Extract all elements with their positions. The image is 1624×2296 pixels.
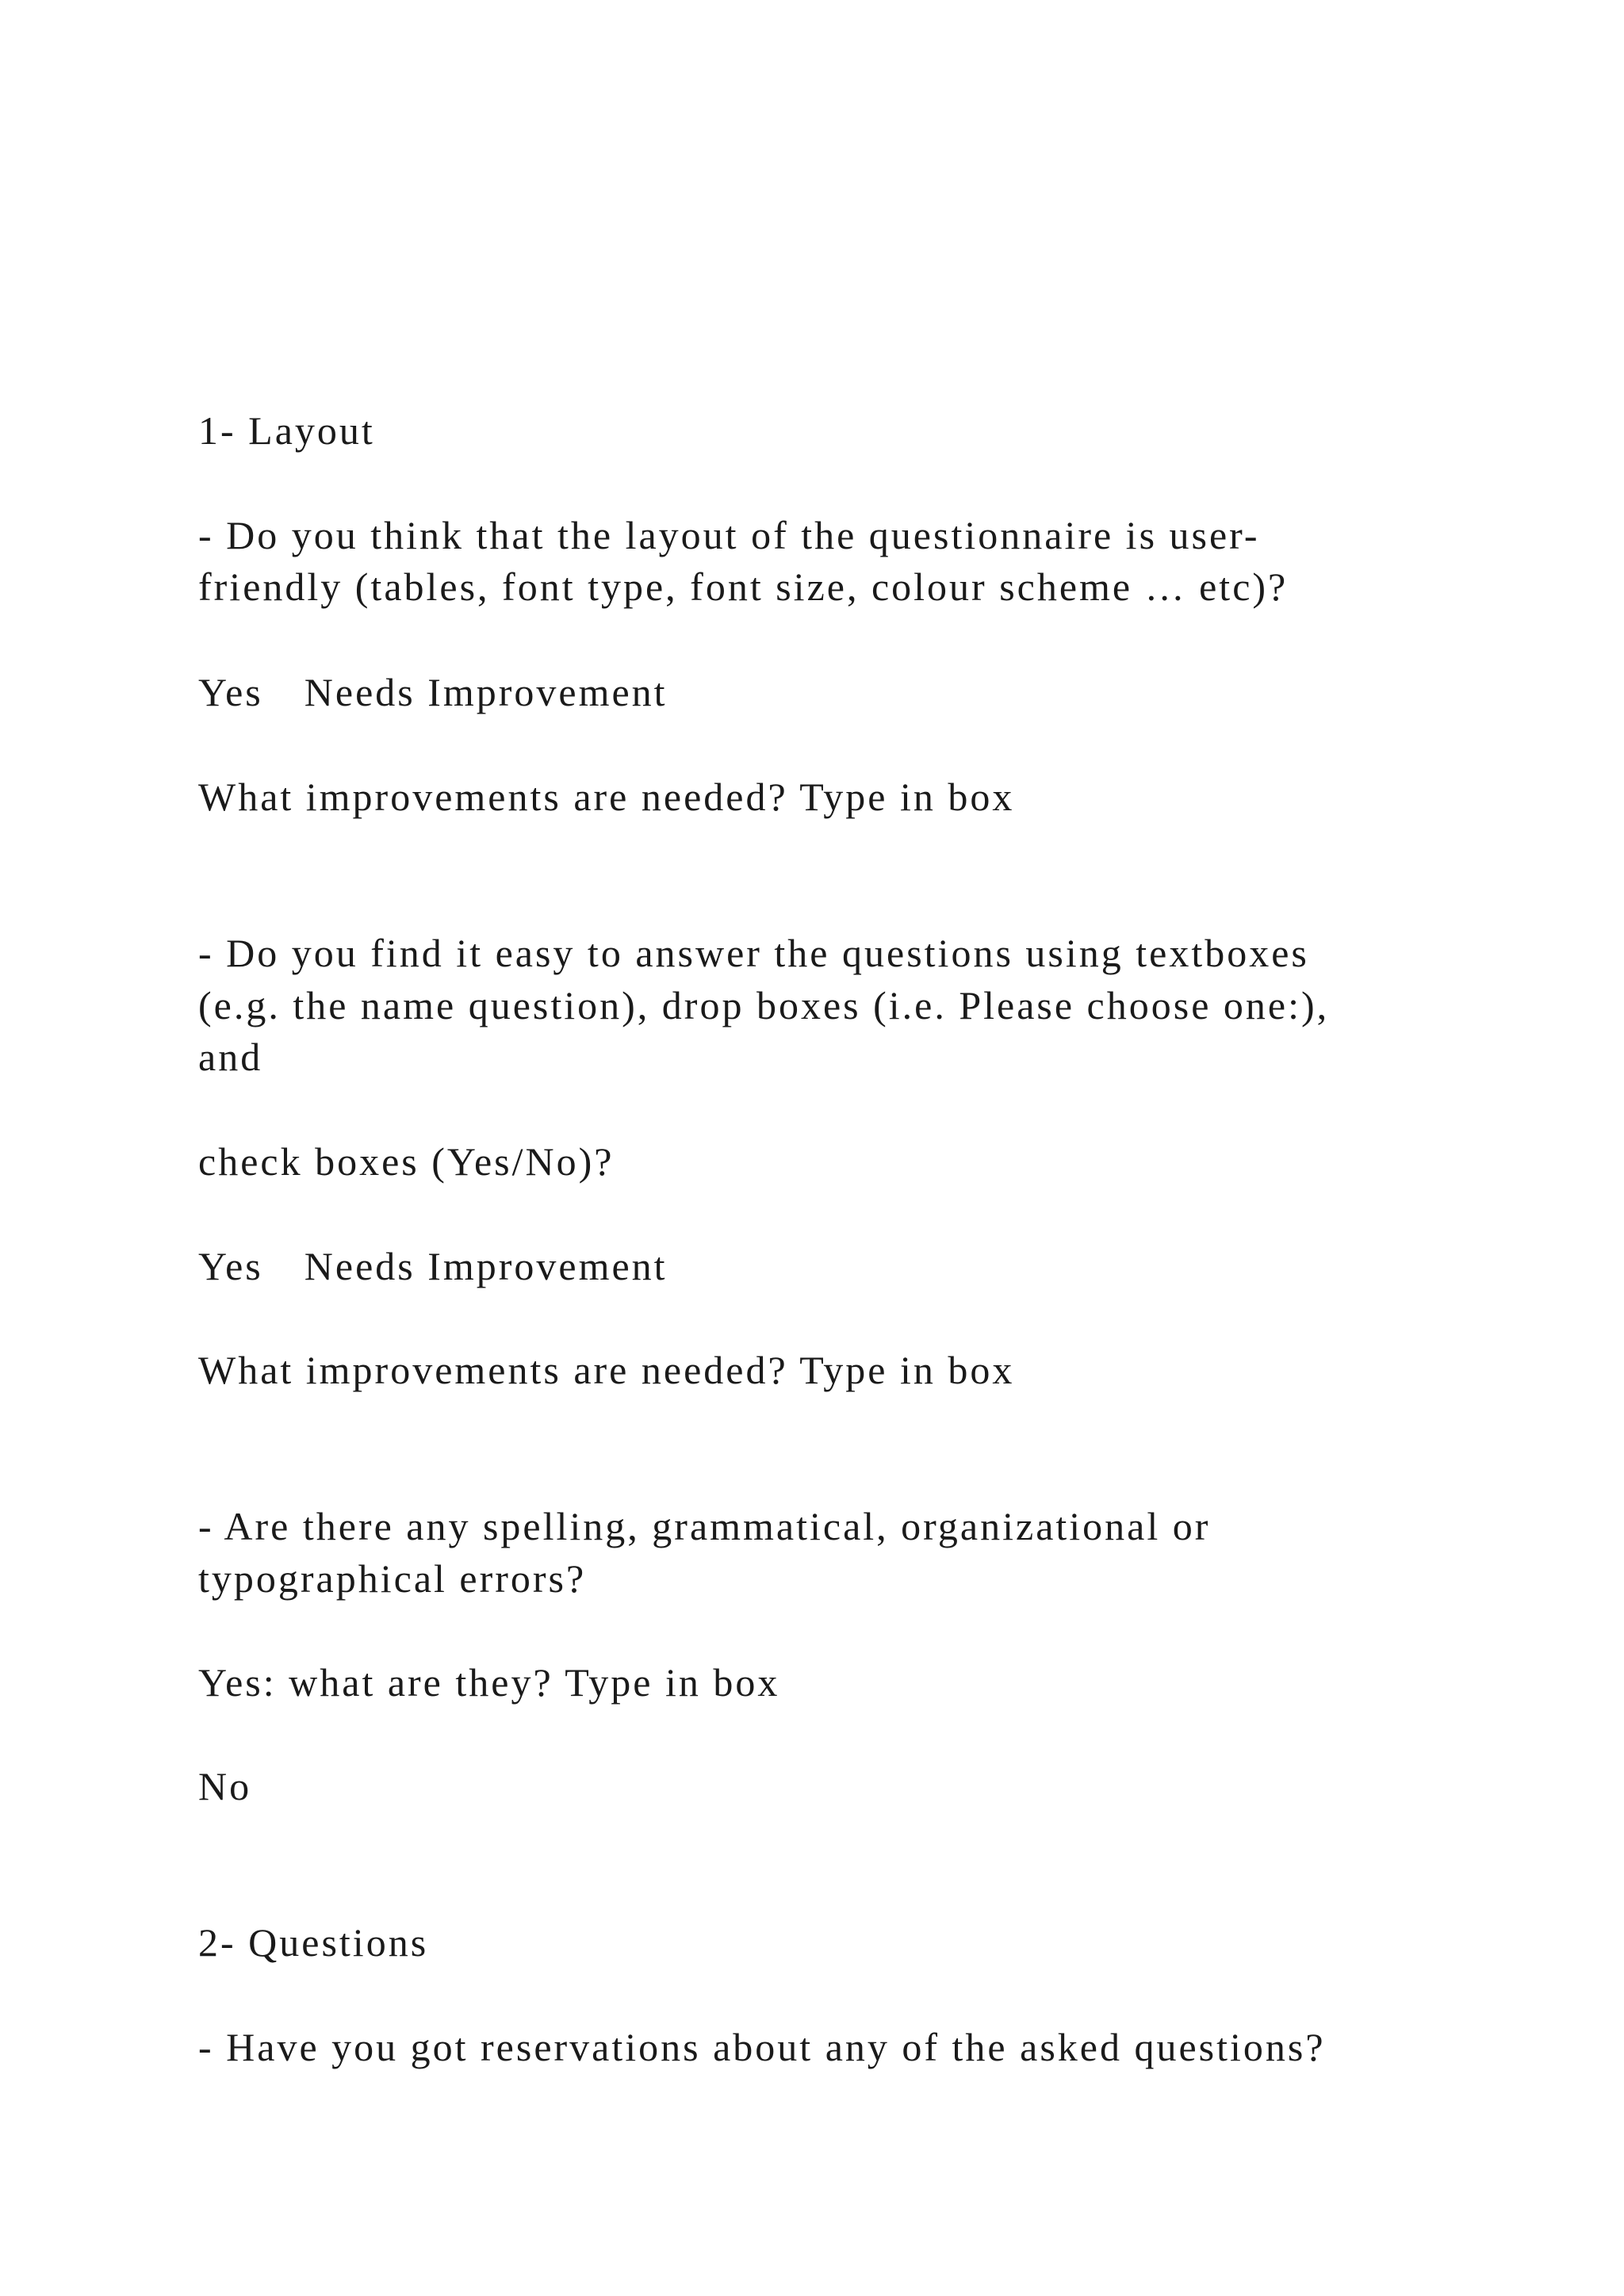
option-needs-improvement[interactable]: Needs Improvement [304,670,668,714]
option-no[interactable]: No [198,1764,252,1808]
question-ease-text-line-2: (e.g. the name question), drop boxes (i.e. Please choose one:), [198,983,1330,1027]
option-yes-what-are-they[interactable]: Yes: what are they? Type in box [198,1660,780,1705]
question-layout-text-line-1: - Do you think that the layout of the questionnaire is user- [198,513,1260,557]
section-heading-layout: 1- Layout [198,408,375,453]
improvements-prompt: What improvements are needed? Type in box [198,775,1015,819]
question-errors-text-line-2: typographical errors? [198,1556,587,1601]
option-yes[interactable]: Yes [198,670,263,714]
option-needs-improvement[interactable]: Needs Improvement [304,1244,668,1288]
question-reservations-text: - Have you got reservations about any of the asked questions? [198,2025,1326,2069]
answer-options-row [198,1246,668,1286]
question-ease-text-line-4: check boxes (Yes/No)? [198,1139,615,1184]
question-layout-text-line-2: friendly (tables, font type, font size, colour scheme … etc)? [198,564,1289,609]
question-ease-text-line-3: and [198,1035,263,1079]
answer-options-row [198,672,668,712]
question-errors-text-line-1: - Are there any spelling, grammatical, organizational or [198,1504,1211,1548]
option-yes[interactable]: Yes [198,1244,263,1288]
improvements-prompt: What improvements are needed? Type in box [198,1348,1015,1392]
question-ease-text-line-1: - Do you find it easy to answer the questions using textboxes [198,931,1309,975]
section-heading-questions: 2- Questions [198,1920,429,1965]
